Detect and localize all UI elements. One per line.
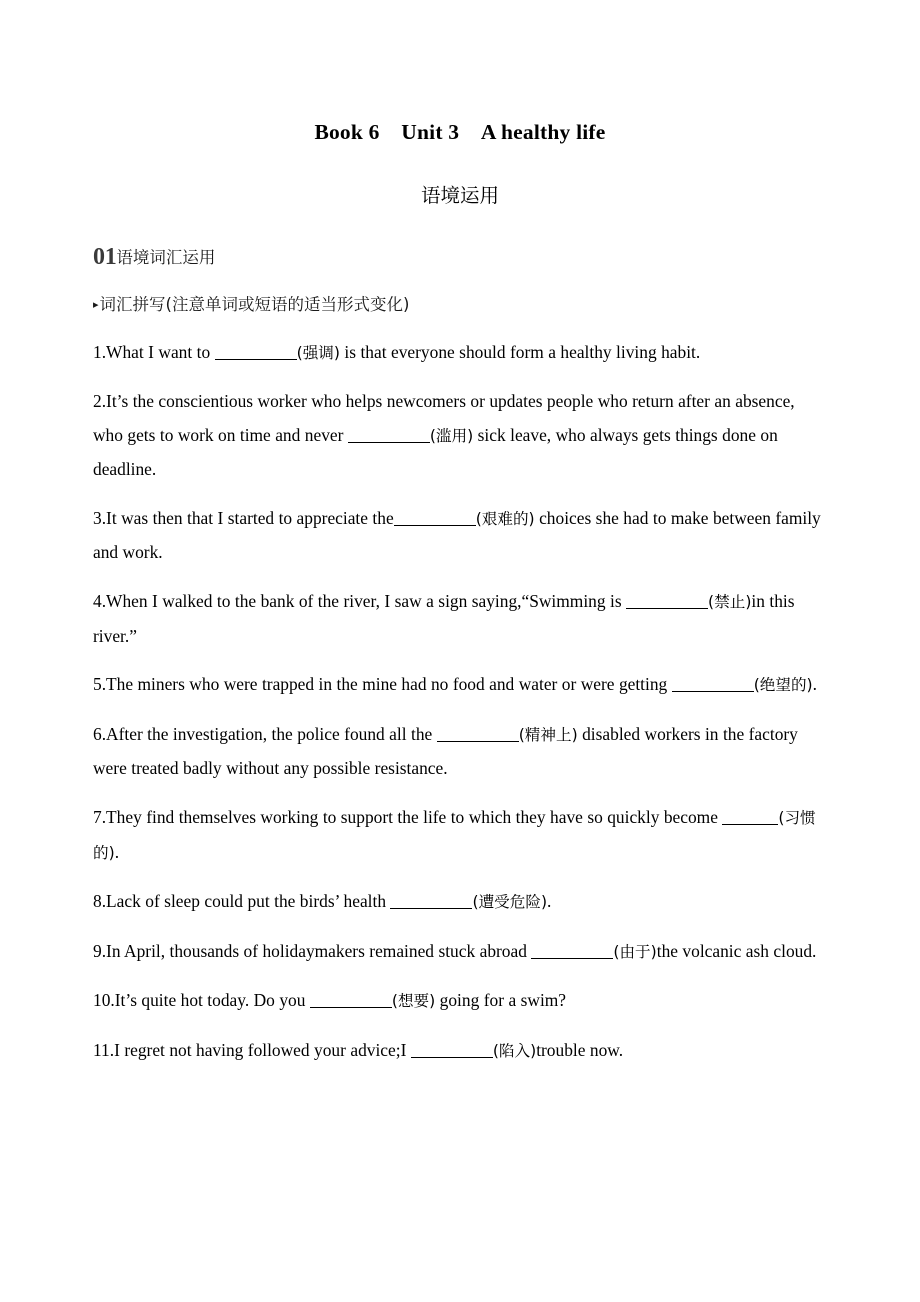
question-item: [93, 502, 827, 585]
question-number: 6.: [93, 723, 107, 744]
subsection-heading: [93, 269, 827, 314]
question-text: They find themselves working to support the life to which they have so quickly become: [106, 807, 723, 828]
question-text: sick leave, who always gets things done on deadline.: [93, 424, 778, 480]
chinese-hint: (绝望的): [753, 676, 813, 695]
chinese-hint: (禁止): [708, 593, 752, 612]
answer-blank[interactable]: [394, 510, 476, 526]
answer-blank[interactable]: [672, 676, 754, 692]
question-item: [93, 385, 827, 502]
question-text: It’s the conscientious worker who helps newcomers or updates people who return after an absence, who gets to work on time and never: [93, 391, 795, 445]
answer-blank[interactable]: [348, 427, 430, 443]
question-text: going for a swim?: [435, 990, 567, 1011]
section-number: 01: [93, 244, 117, 270]
question-item: [93, 718, 827, 801]
chinese-hint: (艰难的): [475, 509, 535, 528]
question-number: 3.: [93, 507, 107, 528]
question-list: [93, 314, 827, 1069]
question-number: 1.: [93, 341, 107, 362]
question-number: 9.: [93, 940, 107, 961]
section-heading: [93, 205, 827, 269]
chinese-hint: (习惯的): [93, 809, 816, 862]
question-item: [93, 336, 827, 386]
question-text: the volcanic ash cloud.: [656, 940, 817, 961]
answer-blank[interactable]: [411, 1042, 493, 1058]
chinese-hint: (陷入): [492, 1042, 537, 1060]
question-number: 10.: [93, 990, 115, 1011]
chinese-hint: (强调): [296, 343, 340, 362]
question-text: trouble now.: [536, 1040, 624, 1060]
question-text: in this river.”: [93, 591, 795, 646]
question-text: What I want to: [106, 341, 215, 362]
section-label: 语境词汇运用: [116, 248, 216, 267]
question-text: Lack of sleep could put the birds’ health: [106, 891, 391, 912]
chinese-hint: (想要): [391, 992, 436, 1011]
question-text: .: [114, 841, 120, 862]
question-item: [93, 885, 827, 935]
question-text: disabled workers in the factory were treated badly without any possible resistance.: [93, 723, 798, 779]
question-text: is that everyone should form a healthy living habit.: [339, 341, 701, 362]
chinese-hint: (遭受危险): [472, 893, 548, 912]
answer-blank[interactable]: [215, 344, 297, 360]
question-item: [93, 984, 827, 1034]
question-item: [93, 668, 827, 718]
question-text: After the investigation, the police found all the: [106, 723, 437, 744]
answer-blank[interactable]: [722, 809, 778, 825]
question-item: [93, 585, 827, 668]
answer-blank[interactable]: [626, 593, 708, 609]
question-text: .: [547, 891, 552, 912]
page-title: Book 6 Unit 3 A healthy life: [314, 120, 606, 144]
answer-blank[interactable]: [437, 726, 519, 742]
question-text: .: [812, 674, 817, 695]
question-text: In April, thousands of holidaymakers remained stuck abroad: [106, 940, 532, 961]
chinese-hint: (精神上): [518, 725, 578, 744]
answer-blank[interactable]: [531, 943, 613, 959]
question-item: [93, 801, 827, 885]
subsection-label: 词汇拼写(注意单词或短语的适当形式变化): [99, 295, 410, 314]
question-text: When I walked to the bank of the river, I saw a sign saying,“Swimming is: [106, 591, 627, 612]
question-number: 11.: [93, 1040, 115, 1060]
triangle-bullet-icon: ▸: [93, 298, 99, 311]
question-text: choices she had to make between family and work.: [93, 507, 821, 563]
answer-blank[interactable]: [390, 893, 472, 909]
question-text: It was then that I started to appreciate the: [106, 507, 394, 528]
question-number: 5.: [93, 674, 107, 695]
chinese-hint: (由于): [613, 942, 657, 961]
question-number: 2.: [93, 391, 107, 412]
question-text: It’s quite hot today. Do you: [114, 990, 310, 1011]
question-number: 7.: [93, 807, 107, 828]
question-number: 4.: [93, 591, 107, 612]
question-item: [93, 1034, 827, 1069]
question-number: 8.: [93, 891, 107, 912]
page-subtitle: 语境运用: [420, 183, 499, 207]
chinese-hint: (滥用): [429, 426, 474, 445]
answer-blank[interactable]: [310, 993, 392, 1009]
question-item: [93, 935, 827, 985]
question-text: The miners who were trapped in the mine had no food and water or were getting: [106, 674, 672, 695]
question-text: I regret not having followed your advice;I: [114, 1040, 411, 1060]
